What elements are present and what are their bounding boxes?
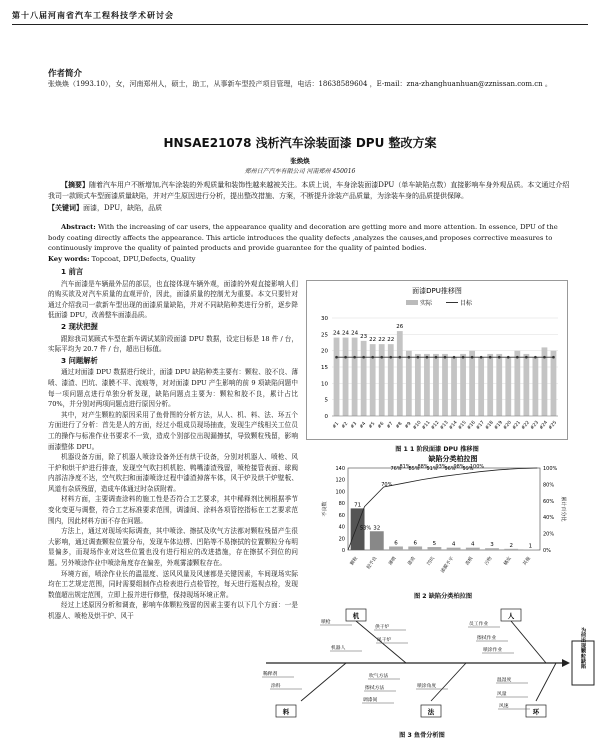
fishbone-category-label: 人	[507, 612, 515, 620]
y-tick-label: 60	[338, 512, 345, 519]
keywords-cn-label: 【关键词】	[48, 203, 83, 212]
data-label: 23	[360, 333, 368, 340]
cumulative-label: 93%	[435, 464, 447, 470]
bar-actual	[505, 357, 511, 416]
target-point	[507, 356, 510, 359]
x-tick-label: #21	[511, 420, 522, 432]
x-tick-label: 胶不良	[366, 556, 379, 571]
dpu-trend-chart	[306, 280, 568, 440]
fishbone-cause-label: 风干炉	[377, 638, 392, 643]
target-point	[371, 356, 374, 359]
fishbone-cause-label: 稀释剂	[263, 672, 278, 677]
abstract-cn-label: 【摘要】	[61, 180, 89, 189]
bar-actual	[442, 354, 448, 416]
x-tick-label: #23	[529, 420, 541, 432]
bar-actual	[496, 354, 502, 416]
target-point	[408, 356, 411, 359]
journal-header: 第十八届河南省汽车工程科技学术研讨会	[12, 10, 588, 25]
x-tick-label: #6	[377, 421, 386, 430]
fishbone-branch	[431, 663, 466, 701]
x-tick-label: #2	[341, 421, 350, 430]
x-tick-label: #15	[457, 420, 468, 432]
cumulative-label: 81%	[399, 464, 411, 470]
body-column	[48, 266, 298, 622]
y-tick-label: 20	[321, 348, 328, 355]
bar-value-label: 4	[471, 541, 475, 548]
y2-axis-label: 累计百分比	[560, 496, 566, 522]
keywords-en-label: Key words:	[48, 254, 90, 263]
x-tick-label: 颗粒	[349, 556, 360, 567]
target-point	[534, 356, 537, 359]
target-point	[335, 356, 338, 359]
cumulative-label: 96%	[444, 466, 456, 472]
body-paragraph: 环境方面，喷涂作业长的温湿度、送风风量及风速都是关键因素，车间现场实际均在工艺规定范围，同时需要组制作点检表进行点检管控，每天进行巡视点检，发现数值超出规定范围，立即上报并进行修整，保持现场环境正常。	[48, 569, 298, 599]
bar-value-label: 6	[413, 540, 417, 547]
x-tick-label: #14	[448, 420, 459, 432]
x-tick-label: #12	[430, 420, 441, 432]
cumulative-label: 100%	[469, 464, 485, 470]
y-tick-label: 80	[338, 501, 345, 508]
fishbone-cause-label: 吹气方法	[369, 674, 389, 679]
x-tick-label: #7	[386, 421, 395, 430]
fishbone-cause-label: 喷涂作业	[483, 648, 503, 653]
x-tick-label: 凹坑	[426, 556, 437, 567]
y2-tick-label: 0%	[543, 548, 551, 554]
bar-value-label: 1	[528, 543, 533, 550]
abstract-en	[48, 222, 570, 264]
y-tick-label: 15	[321, 365, 328, 371]
cumulative-label: 53%	[360, 525, 372, 532]
cumulative-label: 70%	[381, 482, 393, 488]
x-tick-label: 流痕	[465, 556, 475, 567]
data-label: 22	[369, 337, 377, 344]
keywords-cn-text: 面漆，DPU，缺陷，品质	[83, 204, 163, 212]
fishbone-category-label: 机	[352, 612, 360, 620]
bar-actual	[361, 341, 367, 416]
fishbone-cause-label: 涂料	[271, 684, 281, 689]
y-tick-label: 140	[335, 466, 345, 472]
bar-actual	[424, 354, 430, 416]
target-point	[525, 356, 528, 359]
fishbone-cause-label: 供干炉	[375, 625, 390, 630]
fishbone-head-text: 为何出现颗粒缺陷	[580, 627, 586, 669]
pareto-bar	[504, 549, 518, 550]
fishbone-category-label: 料	[282, 708, 290, 716]
fishbone-branch	[511, 621, 546, 663]
body-paragraph: 通过对面漆 DPU 数据进行统计，面漆 DPU 缺陷种类主要有：颗粒、胶不良、薄喷、漆渣、凹坑、漆膜不平、流痕等，对对面漆 DPU 产生影响的前 9 项缺陷问题中每一项问题点进行单独分析发现，缺陷问题点主要为：颗粒和胶不良，累计占比 70%，并分别对两项问题点进行原因分析。	[48, 368, 298, 409]
keywords-en-text: Topcoat, DPU,Defects, Quality	[91, 254, 196, 263]
fishbone-cause-label: 风量	[497, 692, 507, 697]
y-tick-label: 20	[338, 536, 345, 543]
author-info-text: 张焕焕（1993.10），女，河南郑州人，硕士，助工，从事新车型投产项目管理，电话：18638589604 ，E-mail：zna-zhanghuanhuan@zznissan.com.cn 。	[48, 80, 552, 88]
bar-actual	[397, 331, 403, 416]
cumulative-label: 99%	[462, 466, 474, 472]
x-tick-label: #16	[466, 420, 477, 432]
author-info-heading: 作者简介	[48, 69, 83, 79]
bar-actual	[406, 351, 412, 416]
bar-actual	[388, 344, 394, 416]
x-tick-label: 污物	[484, 556, 494, 567]
bar-actual	[523, 354, 529, 416]
chart-title: 面漆DPU推移图	[412, 287, 462, 295]
bar-value-label: 32	[373, 525, 381, 532]
data-label: 24	[342, 330, 350, 337]
body-paragraph: 材料方面，主要调查涂料的施工性是否符合工艺要求，其中稀释剂比例根据季节变化变更与调整，符合工艺标准要求范围，调漆间、涂料各项管控指标在工艺要求范围内，因此材料方面不存在问题。	[48, 495, 298, 525]
target-point	[462, 356, 465, 359]
cumulative-label: 98%	[453, 464, 465, 470]
bar-actual	[514, 351, 520, 416]
target-point	[489, 356, 492, 359]
y-tick-label: 0	[341, 548, 345, 554]
cumulative-label: 88%	[417, 464, 429, 470]
bar-value-label: 4	[451, 541, 456, 548]
x-tick-label: #11	[421, 420, 432, 432]
figure-1-caption: 图 1 1 阶段面漆 DPU 推移图	[395, 446, 479, 453]
target-point	[543, 356, 546, 359]
data-label: 24	[351, 330, 359, 337]
target-point	[498, 356, 501, 359]
fishbone-cause-label: 调漆间	[363, 698, 378, 703]
body-paragraph: 跟踪我司某顾式车型在新车调试某阶段面漆 DPU 数据，设定目标是 18 件 / 台，实际平均为 20.7 件 / 台，超出目标值。	[48, 334, 298, 354]
x-tick-label: #20	[502, 420, 513, 432]
legend-swatch-actual	[406, 300, 418, 305]
cumulative-label: 91%	[426, 466, 438, 472]
cumulative-label: 85%	[408, 466, 420, 472]
abstract-cn-text: 随着汽车用户不断增加,汽车涂装的外观质量和装饰性越来越被关注。本质上说，车身涂装面漆DPU（单车缺陷点数）直接影响车身外观品质。本文通过介绍我司一款顾式车型面漆质量缺陷，并对产生原因进行分析，提出整改措施、方案，不断提升涂装产品质量，为涂装车身的品质提供保障。	[48, 181, 570, 200]
bar-actual	[379, 344, 385, 416]
fishbone-category-label: 法	[427, 708, 435, 716]
pareto-bar	[408, 546, 422, 550]
bar-actual	[334, 338, 340, 416]
x-tick-label: 漆渣	[407, 556, 417, 567]
pareto-chart	[318, 452, 568, 590]
target-point	[344, 356, 347, 359]
y2-tick-label: 20%	[543, 531, 555, 538]
x-tick-label: #8	[395, 421, 404, 430]
x-tick-label: #19	[493, 420, 504, 432]
fishbone-cause-label: 风速	[499, 704, 509, 709]
bar-value-label: 3	[490, 542, 494, 549]
target-point	[444, 356, 447, 359]
body-paragraph: 方法上，通过对现场实际调查，其中喷涂、擦拭及吹气方法都对颗粒残留产生很大影响，通过调查颗粒位置分布，发现车体边楞、凹陷等不易擦拭的位置颗粒分布明显偏多，而现场作业对这些位置也没有进行相应的改进措施，存在擦拭不到位的问题。另外喷涂作业中喷涂角度存在偏差，外观雾漆颗粒存在。	[48, 527, 298, 568]
pareto-bar	[447, 548, 461, 550]
x-tick-label: #18	[484, 420, 495, 432]
x-tick-label: #17	[475, 420, 486, 432]
y-tick-label: 0	[324, 414, 328, 420]
x-tick-label: 漆膜不平	[440, 556, 456, 575]
y-tick-label: 5	[324, 397, 328, 404]
bar-actual	[533, 357, 539, 416]
section-heading-1: 1 前言	[61, 267, 84, 276]
y2-tick-label: 100%	[543, 466, 558, 472]
bar-value-label: 5	[432, 541, 437, 548]
bar-actual	[469, 351, 475, 416]
bar-actual	[370, 344, 376, 416]
y-tick-label: 40	[338, 524, 345, 531]
x-tick-label: #22	[520, 420, 532, 432]
bar-actual	[415, 354, 421, 416]
x-tick-label: #9	[404, 421, 413, 430]
legend-label-target: 目标	[460, 300, 473, 307]
pareto-bar	[485, 548, 499, 550]
target-point	[353, 356, 356, 359]
section-heading-2: 2 现状把握	[61, 321, 98, 331]
legend-label-actual: 实际	[420, 300, 433, 307]
data-label: 22	[378, 337, 386, 344]
fishbone-cause-label: 温湿度	[497, 678, 512, 683]
pareto-bar	[466, 548, 480, 550]
y-tick-label: 120	[335, 477, 345, 484]
target-point	[453, 356, 456, 359]
data-label: 22	[387, 337, 395, 344]
paper-affiliation: 郑州日产汽车有限公司 河南郑州 450016	[244, 168, 356, 175]
y2-tick-label: 40%	[543, 515, 555, 522]
target-point	[480, 356, 483, 359]
paper-title: HNSAE21078 浅析汽车涂装面漆 DPU 整改方案	[163, 136, 437, 150]
x-tick-label: #13	[439, 420, 450, 432]
y2-tick-label: 60%	[543, 498, 555, 505]
x-tick-label: #24	[539, 420, 550, 432]
pareto-bar	[389, 546, 403, 550]
y-axis-label: 不良数	[322, 501, 328, 517]
body-paragraph: 机器设备方面，除了机器人喷涂设备外还有烘干设备，分别对机器人、喷枪、风干炉和烘干炉进行排查，发现空气吹扫机机腔、鸭嘴漆渣残留，喷枪接管表面、球阀内部洁净度不达，空气吹扫和面漆喷涂过程中漆渣掉落车体，风干炉及烘干炉壁板、风道有杂质残留，造成车体通过时杂质附着。	[48, 453, 298, 493]
abstract-en-label: Abstract:	[61, 223, 96, 231]
body-paragraph: 其中，对产生颗粒的原因采用了鱼骨图的分析方法，从人、机、料、法、环五个方面进行了分析：首先是人的方面，经过小组成员现场抽查，发现生产线相关工位员工的操作与标准作业书要求不一致，造成个别部位出现漏擦拭，导致颗粒残留，影响面漆整体 DPU。	[48, 410, 298, 451]
pareto-bar	[523, 549, 537, 550]
fishbone-branch	[301, 663, 346, 701]
figure-2-caption: 图 2 缺陷分类柏拉图	[413, 593, 473, 600]
bar-actual	[487, 354, 493, 416]
x-tick-label: 其他	[522, 556, 533, 567]
bar-value-label: 6	[394, 540, 398, 547]
fishbone-cause-label: 机器人	[331, 646, 346, 651]
x-tick-label: #4	[359, 421, 368, 430]
x-tick-label: #1	[332, 421, 341, 430]
fishbone-cause-label: 员工作业	[469, 622, 489, 627]
target-point	[399, 356, 402, 359]
bar-actual	[352, 338, 358, 416]
x-tick-label: #25	[548, 420, 559, 432]
x-tick-label: #5	[368, 421, 377, 430]
data-label: 24	[333, 330, 341, 337]
target-point	[426, 356, 429, 359]
target-point	[417, 356, 420, 359]
fishbone-branch	[536, 663, 556, 701]
target-point	[362, 356, 365, 359]
y-tick-label: 100	[335, 489, 345, 496]
y-tick-label: 25	[321, 332, 328, 339]
body-paragraph: 经过上述原因分析和调查，影响车体颗粒残留的因素主要有以下几个方面：一是机器人、喷枪及烘干炉、风干	[48, 601, 298, 620]
data-label: 26	[396, 324, 404, 331]
fishbone-diagram	[246, 601, 598, 729]
figure-3-caption: 图 3 鱼骨分析图	[399, 732, 445, 739]
y2-tick-label: 80%	[543, 482, 555, 489]
abstract-cn	[48, 179, 570, 214]
body-paragraph: 汽车面漆是车辆最外层的部层，也直接体现车辆外观，面漆的外观直接影响人们的购买欲及对汽车质量的直观评价，因此，面漆质量的控制尤为重要。本文只要针对通过介绍我司一款新车型出现的面漆质量缺陷，并对不同缺陷种类进行分析，逐步降低面漆 DPU，改善整车面漆品质。	[48, 279, 298, 320]
abstract-en-text: With the increasing of car users, the appearance quality and decoration are getting more and more attention. In essence, DPU of the body coating directly affects the appearance. This article introduces the quality defects ,analyzes the causes,and proposes corrective measures to continuously improve the quality of painted products and provide guarantee for the quality of painted bodies.	[48, 223, 558, 252]
x-tick-label: #3	[350, 421, 359, 430]
fishbone-category-label: 环	[532, 708, 540, 716]
fishbone-cause-label: 擦拭作业	[477, 636, 497, 641]
paper-author: 张焕焕	[290, 157, 310, 165]
bar-actual	[451, 357, 457, 416]
target-point	[389, 356, 392, 359]
chart-title: 缺陷分类柏拉图	[428, 455, 478, 463]
target-point	[516, 356, 519, 359]
x-tick-label: #10	[412, 420, 423, 432]
y-tick-label: 30	[321, 316, 328, 322]
pareto-bar	[370, 531, 384, 550]
target-point	[471, 356, 474, 359]
section-heading-3: 3 问题解析	[61, 355, 98, 365]
pareto-bar	[427, 547, 441, 550]
fishbone-arrow	[562, 659, 570, 667]
bar-actual	[460, 354, 466, 416]
x-tick-label: 薄喷	[388, 556, 398, 567]
fishbone-cause-label: 喷枪	[321, 620, 331, 625]
x-tick-label: 橘皮	[503, 556, 513, 567]
cumulative-label: 76%	[390, 466, 402, 472]
y-tick-label: 10	[321, 381, 328, 388]
bar-actual	[343, 338, 349, 416]
bar-actual	[551, 351, 557, 416]
target-point	[435, 356, 438, 359]
fishbone-cause-label: 擦拭方法	[365, 686, 385, 691]
bar-actual	[478, 357, 484, 416]
bar-value-label: 71	[354, 502, 362, 509]
bar-value-label: 2	[509, 542, 513, 549]
fishbone-cause-label: 喷涂角度	[417, 684, 437, 689]
bar-actual	[433, 354, 439, 416]
target-point	[552, 356, 555, 359]
target-point	[380, 356, 383, 359]
